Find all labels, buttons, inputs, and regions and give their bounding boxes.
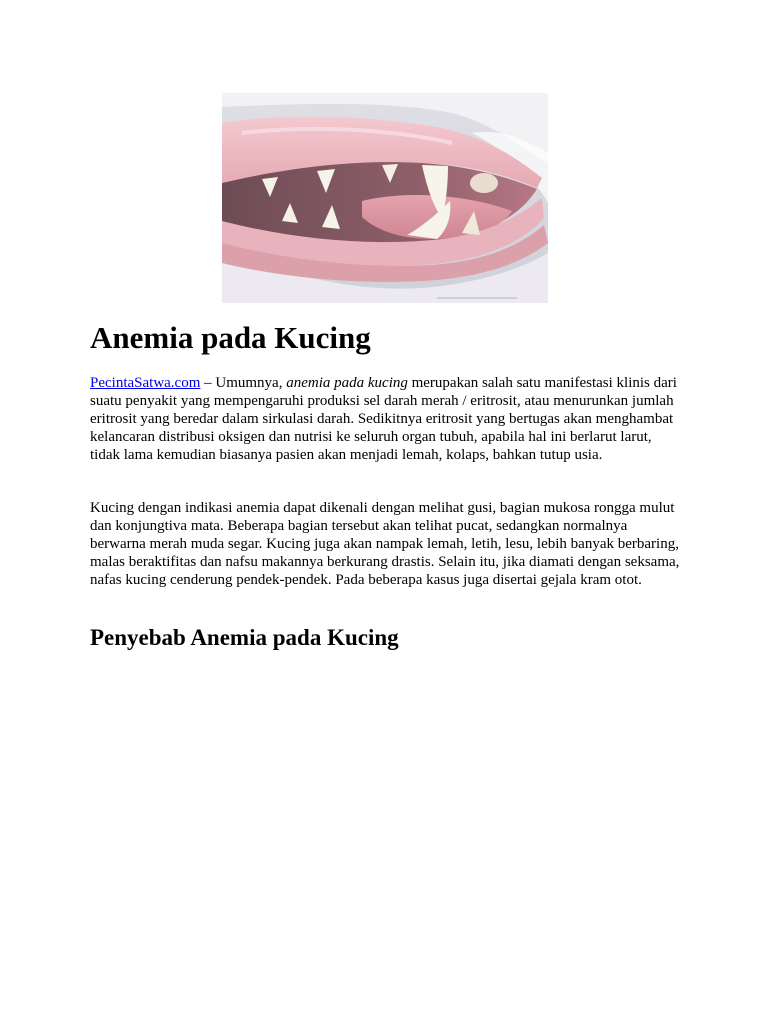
intro-paragraph <box>90 374 685 464</box>
symptoms-paragraph: Kucing dengan indikasi anemia dapat dikenali dengan melihat gusi, bagian mukosa rongga mulut dan konjungtiva mata. Beberapa bagian tersebut akan telihat pucat, sedangkan normalnya berwarna merah muda segar. Kucing juga akan nampak lemah, letih, lesu, lebih banyak berbaring, malas beraktifitas dan nafsu makannya berkurang drastis. Selain itu, jika diamati dengan seksama, nafas kucing cenderung pendek-pendek. Pada beberapa kasus juga disertai gejala kram otot. <box>90 500 680 588</box>
intro-dash: – Umumnya, <box>200 375 287 391</box>
intro-body: merupakan salah satu manifestasi klinis dari suatu penyakit yang mempengaruhi produksi sel darah merah / eritrosit, atau menurunkan jumlah eritrosit yang beredar dalam sirkulasi darah. Sedikitnya eritrosit yang bertugas akan menghambat kelancaran distribusi oksigen dan nutrisi ke seluruh organ tubuh, apabila hal ini berlarut larut, tidak lama kemudian biasanya pasien akan menjadi lemah, kolaps, bahkan tutup usia. <box>90 375 677 463</box>
intro-emphasis: anemia pada kucing <box>286 375 408 391</box>
article-title: Anemia pada Kucing <box>90 320 371 355</box>
section-heading: Penyebab Anemia pada Kucing <box>90 625 399 650</box>
source-link[interactable]: PecintaSatwa.com <box>90 375 201 391</box>
cat-mouth-photo <box>222 93 548 303</box>
